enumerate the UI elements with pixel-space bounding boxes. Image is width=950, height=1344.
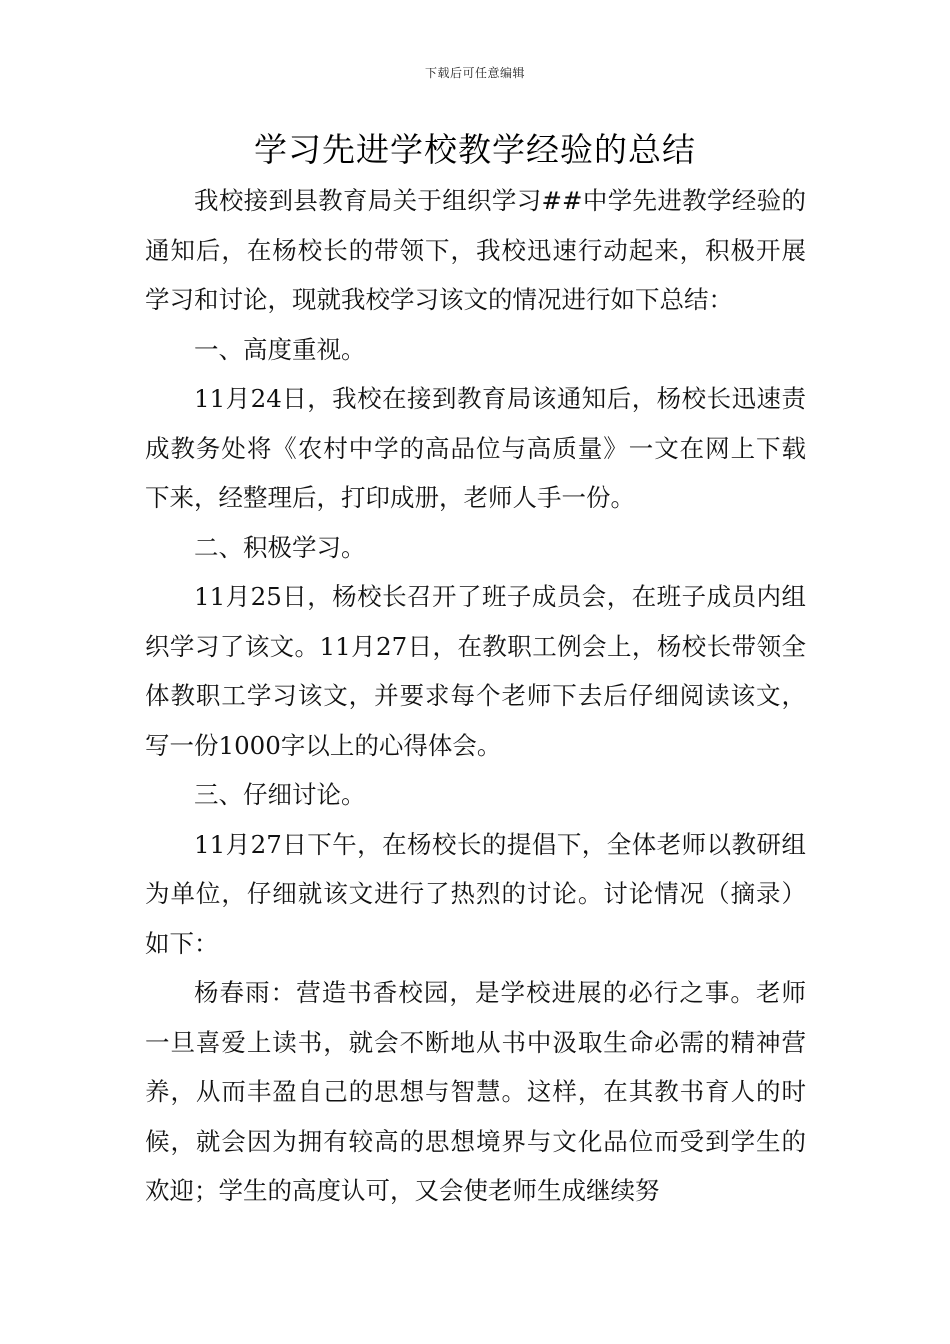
section-heading-1: 一、高度重视。 [194, 334, 366, 364]
paragraph-discussion-excerpt: 杨春雨：营造书香校园，是学校进展的必行之事。老师一旦喜爱上读书，就会不断地从书中汲取生命必需的精神营养，从而丰盈自己的思想与智慧。这样，在其教书育人的时候，就会因为拥有较高的思想境界与文化品位而受到学生的欢迎；学生的高度认可，又会使老师生成继续努 [145, 978, 806, 1205]
section-heading-3: 三、仔细讨论。 [194, 780, 366, 809]
paragraph-section-2: 11月25日，杨校长召开了班子成员会，在班子成员内组织学习了该文。11月27日，在教职工例会上，杨校长带领全体教职工学习该文，并要求每个老师下去后仔细阅读该文，写一份1000字以上的心得体会。 [145, 582, 806, 760]
section-heading-2: 二、积极学习。 [194, 532, 366, 562]
document-body [145, 176, 806, 1216]
paragraph-intro: 我校接到县教育局关于组织学习##中学先进教学经验的通知后，在杨校长的带领下，我校迅速行动起来，积极开展学习和讨论，现就我校学习该文的情况进行如下总结： [145, 186, 806, 314]
page-header-note: 下载后可任意编辑 [424, 66, 525, 80]
paragraph-section-1: 11月24日，我校在接到教育局该通知后，杨校长迅速责成教务处将《农村中学的高品位与高质量》一文在网上下载下来，经整理后，打印成册，老师人手一份。 [145, 384, 806, 512]
document-title: 学习先进学校教学经验的总结 [254, 130, 696, 169]
paragraph-section-3: 11月27日下午，在杨校长的提倡下，全体老师以教研组为单位，仔细就该文进行了热烈的讨论。讨论情况（摘录）如下： [145, 829, 806, 958]
